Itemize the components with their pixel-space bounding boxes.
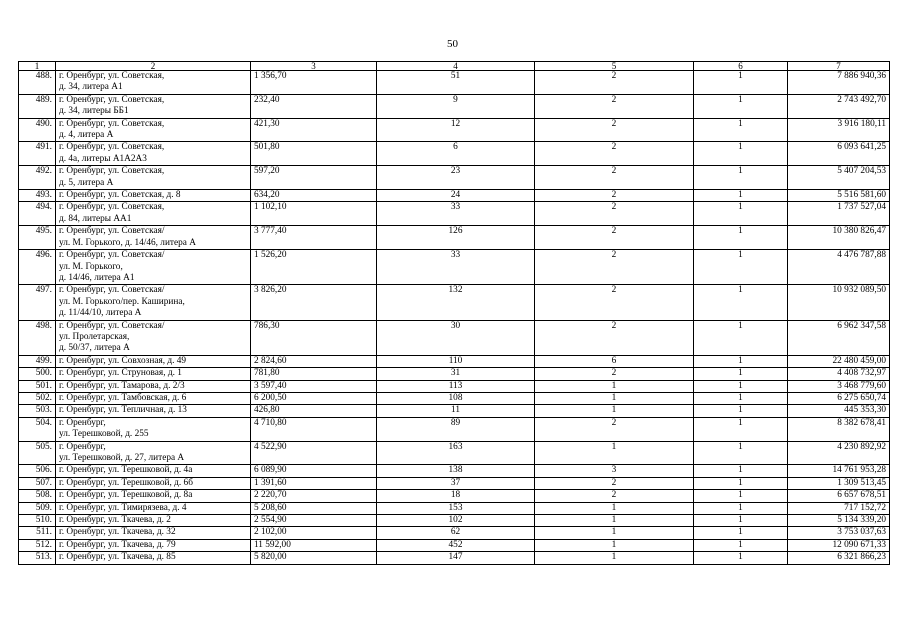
value-cell: 1 — [694, 202, 788, 226]
amount-cell: 4 408 732,97 — [788, 368, 890, 380]
address-cell: г. Оренбург, ул. Терешковой, д. 8а — [56, 490, 251, 502]
value-cell: 1 — [694, 190, 788, 202]
value-cell: 1 — [535, 552, 694, 564]
area-cell: 781,80 — [251, 368, 377, 380]
value-cell: 6 — [535, 355, 694, 367]
table-row — [19, 502, 890, 514]
value-cell: 2 — [535, 285, 694, 320]
value-cell: 1 — [535, 441, 694, 465]
value-cell: 1 — [535, 380, 694, 392]
amount-cell: 1 309 513,45 — [788, 477, 890, 489]
row-number-cell: 506. — [19, 465, 56, 477]
count-cell: 62 — [377, 527, 535, 539]
value-cell: 1 — [694, 142, 788, 166]
table-row — [19, 490, 890, 502]
address-cell: г. Оренбург, ул. Тепличная, д. 13 — [56, 405, 251, 417]
value-cell: 1 — [694, 71, 788, 95]
count-cell: 163 — [377, 441, 535, 465]
value-cell: 2 — [535, 142, 694, 166]
value-cell: 1 — [694, 166, 788, 190]
amount-cell: 3 753 037,63 — [788, 527, 890, 539]
row-number-cell: 504. — [19, 417, 56, 441]
area-cell: 421,30 — [251, 118, 377, 142]
count-cell: 110 — [377, 355, 535, 367]
value-cell: 1 — [694, 465, 788, 477]
value-cell: 1 — [694, 250, 788, 285]
amount-cell: 5 407 204,53 — [788, 166, 890, 190]
area-cell: 1 356,70 — [251, 71, 377, 95]
count-cell: 138 — [377, 465, 535, 477]
value-cell: 2 — [535, 417, 694, 441]
value-cell: 1 — [694, 405, 788, 417]
amount-cell: 5 516 581,60 — [788, 190, 890, 202]
address-cell: г. Оренбург, ул. Тамарова, д. 2/3 — [56, 380, 251, 392]
row-number-cell: 496. — [19, 250, 56, 285]
value-cell: 1 — [694, 417, 788, 441]
row-number-cell: 509. — [19, 502, 56, 514]
address-cell: г. Оренбург, ул. Ткачева, д. 32 — [56, 527, 251, 539]
value-cell: 1 — [694, 285, 788, 320]
count-cell: 126 — [377, 226, 535, 250]
table-body — [19, 71, 890, 565]
table-row — [19, 368, 890, 380]
row-number-cell: 497. — [19, 285, 56, 320]
value-cell: 1 — [694, 515, 788, 527]
amount-cell: 6 657 678,51 — [788, 490, 890, 502]
row-number-cell: 493. — [19, 190, 56, 202]
area-cell: 2 102,00 — [251, 527, 377, 539]
address-cell: г. Оренбург, ул. Советская, д. 34, литеры ББ1 — [56, 94, 251, 118]
address-cell: г. Оренбург, ул. Советская, д. 8 — [56, 190, 251, 202]
address-cell: г. Оренбург, ул. Советская, д. 84, литеры АА1 — [56, 202, 251, 226]
value-cell: 1 — [694, 368, 788, 380]
amount-cell: 10 932 089,50 — [788, 285, 890, 320]
address-cell: г. Оренбург, ул. Тимирязева, д. 4 — [56, 502, 251, 514]
address-cell: г. Оренбург, ул. Струновая, д. 1 — [56, 368, 251, 380]
area-cell: 1 526,20 — [251, 250, 377, 285]
table-header — [19, 62, 890, 71]
address-cell: г. Оренбург, ул. Советская/ ул. М. Горького, д. 14/46, литера А1 — [56, 250, 251, 285]
value-cell: 1 — [694, 392, 788, 404]
count-cell: 9 — [377, 94, 535, 118]
table-row — [19, 552, 890, 564]
value-cell: 2 — [535, 94, 694, 118]
value-cell: 1 — [694, 380, 788, 392]
value-cell: 2 — [535, 368, 694, 380]
amount-cell: 10 380 826,47 — [788, 226, 890, 250]
amount-cell: 717 152,72 — [788, 502, 890, 514]
table-row — [19, 515, 890, 527]
count-cell: 12 — [377, 118, 535, 142]
address-cell: г. Оренбург, ул. Советская, д. 4, литера А — [56, 118, 251, 142]
count-cell: 6 — [377, 142, 535, 166]
count-cell: 33 — [377, 250, 535, 285]
row-number-cell: 494. — [19, 202, 56, 226]
table-row — [19, 142, 890, 166]
value-cell: 2 — [535, 71, 694, 95]
amount-cell: 6 321 866,23 — [788, 552, 890, 564]
column-header: 7 — [788, 62, 890, 71]
address-cell: г. Оренбург, ул. Советская, д. 34, литера А1 — [56, 71, 251, 95]
value-cell: 1 — [535, 405, 694, 417]
value-cell: 1 — [694, 539, 788, 551]
address-cell: г. Оренбург, ул. Терешковой, д. 6б — [56, 477, 251, 489]
value-cell: 1 — [535, 515, 694, 527]
area-cell: 6 089,90 — [251, 465, 377, 477]
value-cell: 1 — [694, 118, 788, 142]
row-number-cell: 488. — [19, 71, 56, 95]
address-cell: г. Оренбург, ул. Советская/ ул. Пролетарская, д. 50/37, литера А — [56, 320, 251, 355]
table-row — [19, 250, 890, 285]
count-cell: 18 — [377, 490, 535, 502]
row-number-cell: 511. — [19, 527, 56, 539]
address-cell: г. Оренбург, ул. Ткачева, д. 79 — [56, 539, 251, 551]
amount-cell: 6 275 650,74 — [788, 392, 890, 404]
count-cell: 113 — [377, 380, 535, 392]
amount-cell: 2 743 492,70 — [788, 94, 890, 118]
table-row — [19, 166, 890, 190]
address-cell: г. Оренбург, ул. Терешковой, д. 27, литера А — [56, 441, 251, 465]
area-cell: 426,80 — [251, 405, 377, 417]
row-number-cell: 507. — [19, 477, 56, 489]
row-number-cell: 508. — [19, 490, 56, 502]
value-cell: 1 — [694, 490, 788, 502]
table-row — [19, 202, 890, 226]
count-cell: 31 — [377, 368, 535, 380]
column-header: 2 — [56, 62, 251, 71]
table-row — [19, 190, 890, 202]
area-cell: 4 710,80 — [251, 417, 377, 441]
table-row — [19, 94, 890, 118]
area-cell: 232,40 — [251, 94, 377, 118]
value-cell: 1 — [694, 441, 788, 465]
amount-cell: 22 480 459,00 — [788, 355, 890, 367]
count-cell: 147 — [377, 552, 535, 564]
row-number-cell: 501. — [19, 380, 56, 392]
area-cell: 786,30 — [251, 320, 377, 355]
address-cell: г. Оренбург, ул. Ткачева, д. 2 — [56, 515, 251, 527]
count-cell: 89 — [377, 417, 535, 441]
row-number-cell: 498. — [19, 320, 56, 355]
area-cell: 597,20 — [251, 166, 377, 190]
area-cell: 3 777,40 — [251, 226, 377, 250]
amount-cell: 12 090 671,33 — [788, 539, 890, 551]
amount-cell: 3 916 180,11 — [788, 118, 890, 142]
area-cell: 5 820,00 — [251, 552, 377, 564]
count-cell: 51 — [377, 71, 535, 95]
amount-cell: 8 382 678,41 — [788, 417, 890, 441]
count-cell: 452 — [377, 539, 535, 551]
table-row — [19, 285, 890, 320]
count-cell: 102 — [377, 515, 535, 527]
address-cell: г. Оренбург, ул. Терешковой, д. 255 — [56, 417, 251, 441]
count-cell: 37 — [377, 477, 535, 489]
count-cell: 33 — [377, 202, 535, 226]
address-cell: г. Оренбург, ул. Советская/ ул. М. Горького/пер. Каширина, д. 11/44/10, литера А — [56, 285, 251, 320]
area-cell: 1 391,60 — [251, 477, 377, 489]
row-number-cell: 513. — [19, 552, 56, 564]
value-cell: 1 — [694, 527, 788, 539]
table-row — [19, 405, 890, 417]
column-header: 4 — [377, 62, 535, 71]
count-cell: 132 — [377, 285, 535, 320]
amount-cell: 3 468 779,60 — [788, 380, 890, 392]
area-cell: 2 554,90 — [251, 515, 377, 527]
value-cell: 1 — [694, 477, 788, 489]
value-cell: 2 — [535, 226, 694, 250]
table-row — [19, 527, 890, 539]
amount-cell: 6 962 347,58 — [788, 320, 890, 355]
value-cell: 1 — [694, 355, 788, 367]
row-number-cell: 495. — [19, 226, 56, 250]
amount-cell: 4 230 892,92 — [788, 441, 890, 465]
amount-cell: 1 737 527,04 — [788, 202, 890, 226]
address-cell: г. Оренбург, ул. Совхозная, д. 49 — [56, 355, 251, 367]
row-number-cell: 490. — [19, 118, 56, 142]
amount-cell: 14 761 953,28 — [788, 465, 890, 477]
row-number-cell: 503. — [19, 405, 56, 417]
address-cell: г. Оренбург, ул. Терешковой, д. 4а — [56, 465, 251, 477]
value-cell: 1 — [694, 320, 788, 355]
table-row — [19, 226, 890, 250]
column-header: 6 — [694, 62, 788, 71]
area-cell: 501,80 — [251, 142, 377, 166]
area-cell: 5 208,60 — [251, 502, 377, 514]
value-cell: 1 — [535, 527, 694, 539]
column-header: 3 — [251, 62, 377, 71]
count-cell: 108 — [377, 392, 535, 404]
value-cell: 1 — [694, 502, 788, 514]
table-row — [19, 477, 890, 489]
row-number-cell: 489. — [19, 94, 56, 118]
row-number-cell: 512. — [19, 539, 56, 551]
address-cell: г. Оренбург, ул. Тамбовская, д. 6 — [56, 392, 251, 404]
area-cell: 3 597,40 — [251, 380, 377, 392]
amount-cell: 445 353,30 — [788, 405, 890, 417]
table-row — [19, 118, 890, 142]
value-cell: 2 — [535, 250, 694, 285]
count-cell: 24 — [377, 190, 535, 202]
page-number: 50 — [447, 38, 458, 50]
row-number-cell: 505. — [19, 441, 56, 465]
value-cell: 1 — [535, 392, 694, 404]
value-cell: 1 — [694, 552, 788, 564]
table-row — [19, 441, 890, 465]
row-number-cell: 499. — [19, 355, 56, 367]
area-cell: 1 102,10 — [251, 202, 377, 226]
amount-cell: 6 093 641,25 — [788, 142, 890, 166]
value-cell: 2 — [535, 166, 694, 190]
count-cell: 30 — [377, 320, 535, 355]
row-number-cell: 510. — [19, 515, 56, 527]
row-number-cell: 491. — [19, 142, 56, 166]
count-cell: 153 — [377, 502, 535, 514]
area-cell: 2 220,70 — [251, 490, 377, 502]
row-number-cell: 502. — [19, 392, 56, 404]
table-row — [19, 539, 890, 551]
amount-cell: 7 886 940,36 — [788, 71, 890, 95]
header-row — [19, 62, 890, 71]
value-cell: 1 — [694, 94, 788, 118]
column-header: 5 — [535, 62, 694, 71]
value-cell: 1 — [535, 502, 694, 514]
count-cell: 23 — [377, 166, 535, 190]
table-row — [19, 465, 890, 477]
value-cell: 2 — [535, 190, 694, 202]
value-cell: 2 — [535, 490, 694, 502]
value-cell: 1 — [535, 539, 694, 551]
value-cell: 2 — [535, 477, 694, 489]
amount-cell: 5 134 339,20 — [788, 515, 890, 527]
area-cell: 6 200,50 — [251, 392, 377, 404]
area-cell: 11 592,00 — [251, 539, 377, 551]
amount-cell: 4 476 787,88 — [788, 250, 890, 285]
value-cell: 2 — [535, 320, 694, 355]
table-row — [19, 71, 890, 95]
address-cell: г. Оренбург, ул. Ткачева, д. 85 — [56, 552, 251, 564]
address-cell: г. Оренбург, ул. Советская, д. 4а, литеры А1А2А3 — [56, 142, 251, 166]
row-number-cell: 500. — [19, 368, 56, 380]
count-cell: 11 — [377, 405, 535, 417]
value-cell: 1 — [694, 226, 788, 250]
area-cell: 4 522,90 — [251, 441, 377, 465]
value-cell: 2 — [535, 118, 694, 142]
address-cell: г. Оренбург, ул. Советская/ ул. М. Горького, д. 14/46, литера А — [56, 226, 251, 250]
area-cell: 3 826,20 — [251, 285, 377, 320]
registry-table — [18, 61, 890, 565]
address-cell: г. Оренбург, ул. Советская, д. 5, литера А — [56, 166, 251, 190]
area-cell: 2 824,60 — [251, 355, 377, 367]
value-cell: 2 — [535, 202, 694, 226]
table-row — [19, 320, 890, 355]
row-number-cell: 492. — [19, 166, 56, 190]
column-header: 1 — [19, 62, 56, 71]
table-row — [19, 355, 890, 367]
table-row — [19, 392, 890, 404]
table-row — [19, 380, 890, 392]
value-cell: 3 — [535, 465, 694, 477]
table-row — [19, 417, 890, 441]
area-cell: 634,20 — [251, 190, 377, 202]
